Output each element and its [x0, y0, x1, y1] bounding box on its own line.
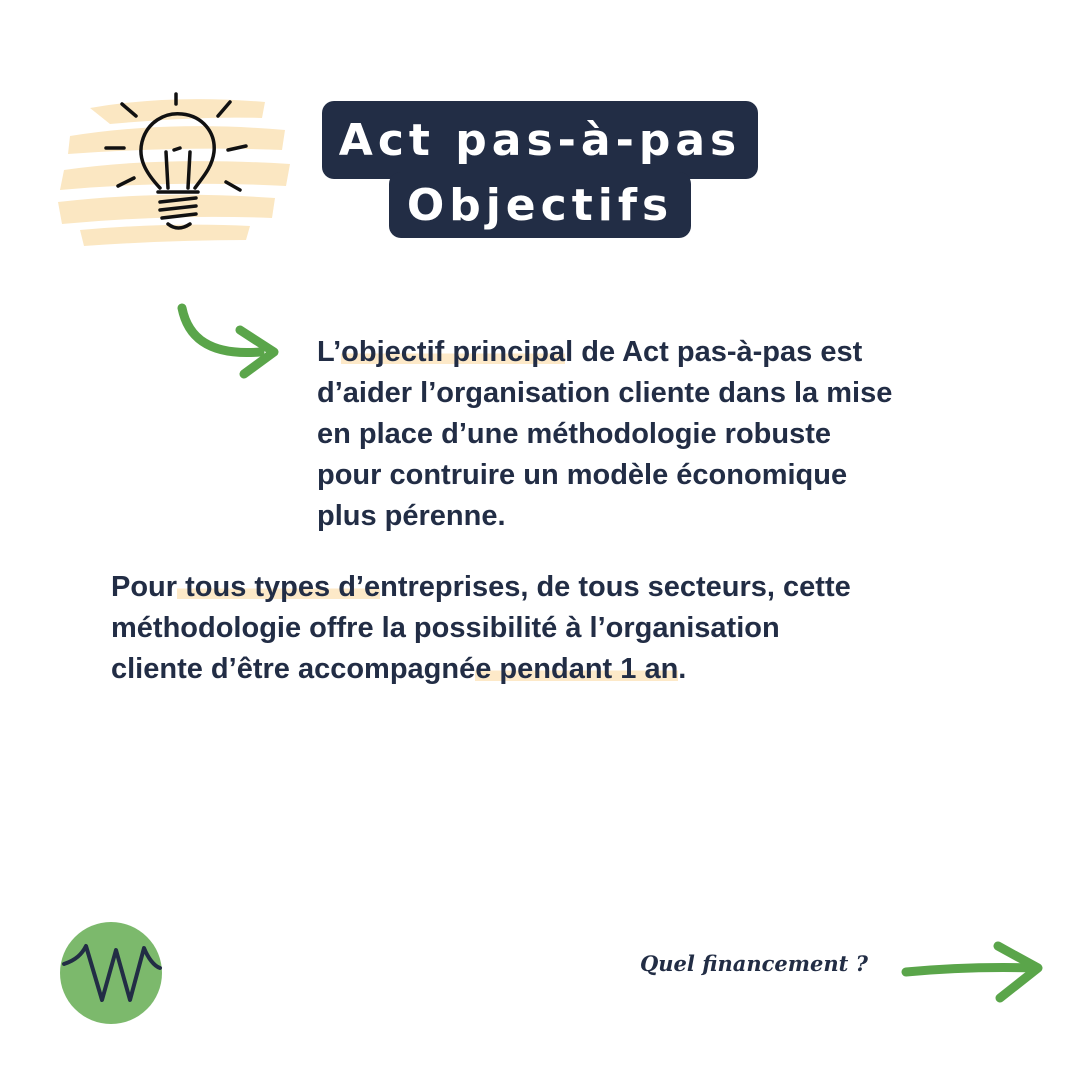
curved-arrow-icon	[170, 300, 285, 385]
text-span: L’	[317, 336, 342, 368]
highlighted-text: tous types d’e	[177, 571, 381, 603]
text-span: Pour	[111, 571, 178, 603]
highlighted-text: e pendant 1 an	[475, 653, 679, 685]
brush-stroke-background	[58, 99, 290, 246]
text-line	[317, 332, 892, 373]
next-topic-link[interactable]: Quel financement ?	[640, 951, 868, 976]
text-span: l de Act pas-à-pas est	[565, 336, 863, 368]
text-line	[111, 567, 851, 608]
logo-m-icon	[58, 920, 164, 1026]
text-line: pour contruire un modèle économique	[317, 459, 848, 491]
text-span: .	[678, 653, 687, 685]
page-title-line1: Act pas-à-pas	[338, 114, 742, 166]
audience-paragraph	[111, 567, 851, 690]
text-span: ntreprises, de tous secteurs, cette	[380, 571, 851, 603]
title-badge-line1	[322, 101, 758, 179]
highlighted-text: objectif principa	[341, 336, 566, 368]
title-badge-line2	[389, 172, 691, 238]
text-line: en place d’une méthodologie robuste	[317, 418, 831, 450]
text-line: plus pérenne.	[317, 500, 506, 532]
text-line: méthodologie offre la possibilité à l’organisation	[111, 612, 780, 644]
text-line	[111, 649, 851, 690]
lightbulb-illustration	[50, 90, 300, 250]
page-title-line2: Objectifs	[406, 179, 674, 231]
text-span: cliente d’être accompagné	[111, 653, 476, 685]
objective-paragraph	[317, 332, 892, 537]
arrow-right-icon[interactable]	[900, 938, 1050, 1006]
text-line: d’aider l’organisation cliente dans la mise	[317, 377, 893, 409]
